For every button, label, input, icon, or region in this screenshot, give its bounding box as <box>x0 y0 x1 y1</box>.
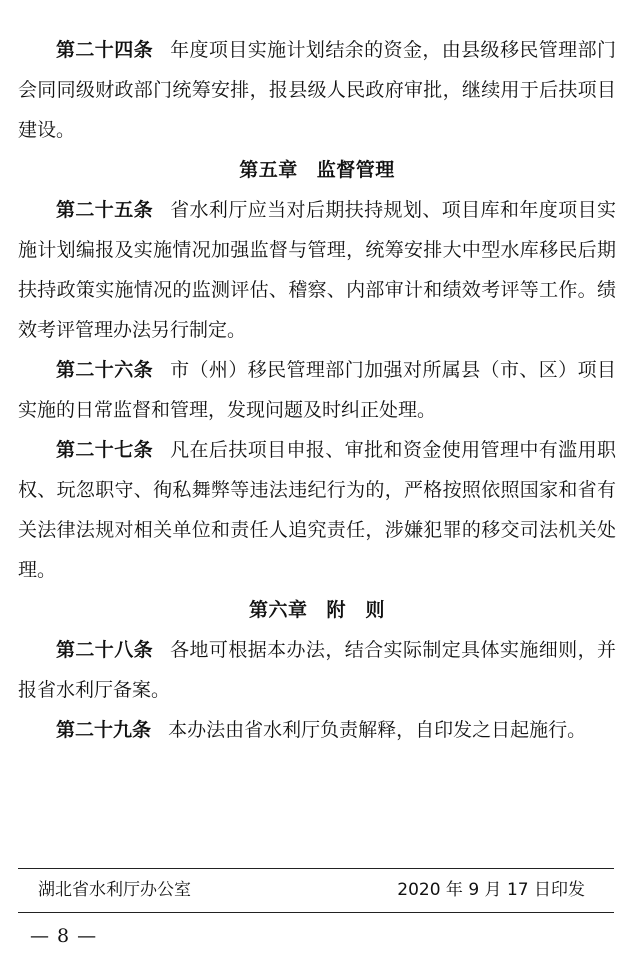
article-text: 各地可根据本办法，结合实际制定具体实施细则，并报省水利厅备案。 <box>18 639 616 701</box>
footer-date: 2020 年 9 月 17 日印发 <box>397 880 585 900</box>
article-24 <box>18 30 616 150</box>
document-body <box>18 30 616 750</box>
article-number: 第二十五条 <box>56 199 154 221</box>
footer-divider-top <box>18 868 614 869</box>
article-text: 本办法由省水利厅负责解释，自印发之日起施行。 <box>168 719 587 741</box>
chapter-number: 第五章 <box>239 159 298 181</box>
footer-divider-bottom <box>18 912 614 913</box>
article-text: 凡在后扶项目申报、审批和资金使用管理中有滥用职权、玩忽职守、徇私舞弊等违法违纪行为的，严格按照依照国家和省有关法律法规对相关单位和责任人追究责任，涉嫌犯罪的移交司法机关处理。 <box>18 439 616 581</box>
article-28 <box>18 630 616 710</box>
chapter-number: 第六章 <box>248 599 308 621</box>
chapter-title: 附 则 <box>326 599 386 621</box>
article-number: 第二十七条 <box>56 439 154 461</box>
article-number: 第二十九条 <box>56 719 152 741</box>
article-text: 省水利厅应当对后期扶持规划、项目库和年度项目实施计划编报及实施情况加强监督与管理，统筹安排大中型水库移民后期扶持政策实施情况的监测评估、稽察、内部审计和绩效考评等工作。绩效考评管理办法另行制定。 <box>18 199 616 341</box>
article-number: 第二十六条 <box>56 359 154 381</box>
footer-issuer: 湖北省水利厅办公室 <box>38 880 191 900</box>
article-text: 市（州）移民管理部门加强对所属县（市、区）项目实施的日常监督和管理，发现问题及时纠正处理。 <box>18 359 616 421</box>
article-26 <box>18 350 616 430</box>
chapter-title: 监督管理 <box>316 159 395 181</box>
article-number: 第二十四条 <box>56 39 154 61</box>
article-29 <box>18 710 616 750</box>
article-text: 年度项目实施计划结余的资金，由县级移民管理部门会同同级财政部门统筹安排，报县级人民政府审批，继续用于后扶项目建设。 <box>18 39 616 141</box>
article-number: 第二十八条 <box>56 639 154 661</box>
page-number: — 8 — <box>30 925 98 947</box>
chapter-heading-5 <box>18 150 616 190</box>
article-25 <box>18 190 616 350</box>
chapter-heading-6 <box>18 590 616 630</box>
article-27 <box>18 430 616 590</box>
